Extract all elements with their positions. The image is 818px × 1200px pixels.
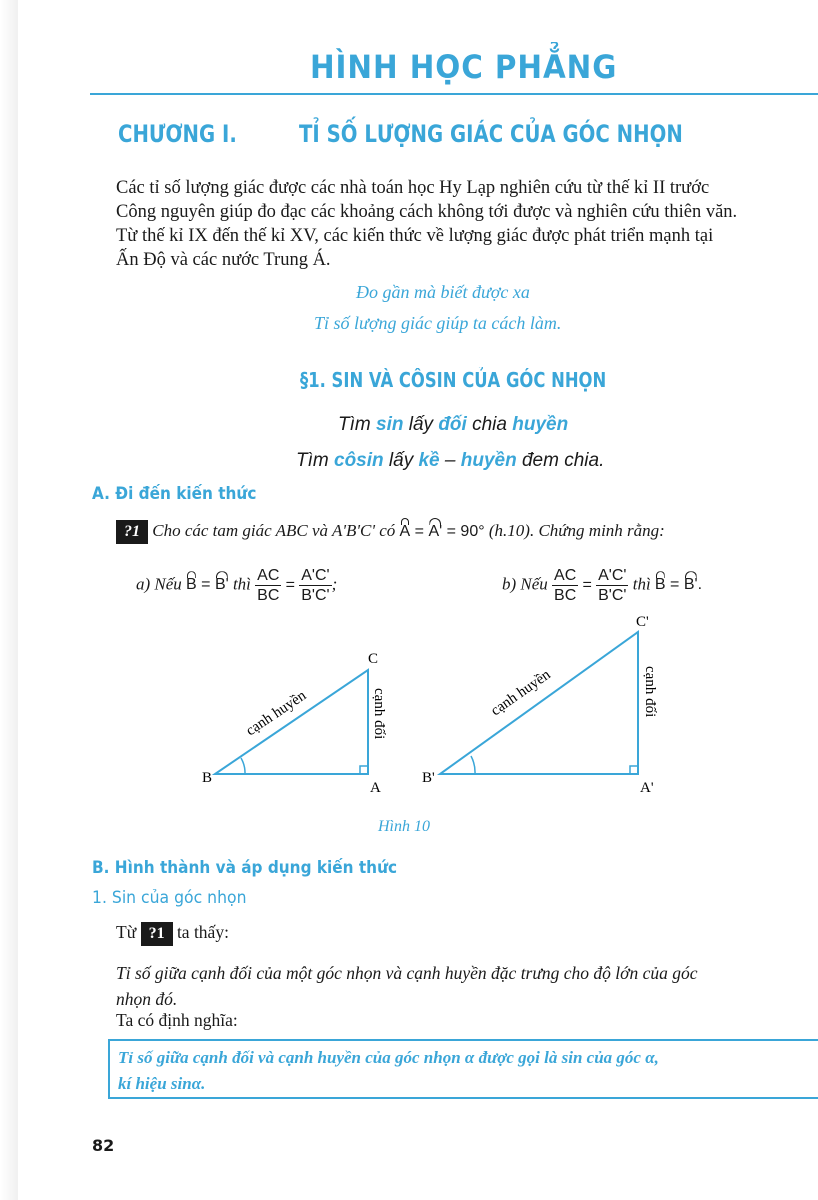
verse-line-2: Tỉ số lượng giác giúp ta cách làm. bbox=[314, 313, 562, 333]
part-a-label: a) Nếu bbox=[136, 574, 182, 594]
part-title-rule bbox=[90, 93, 818, 95]
page-number: 82 bbox=[92, 1136, 115, 1155]
hypotenuse-label: cạnh huyền bbox=[243, 687, 310, 740]
part-b-conclusion: B = B'. bbox=[654, 576, 703, 594]
mnemonic-keyword: kề bbox=[418, 450, 440, 471]
hypotenuse-label: cạnh huyền bbox=[488, 666, 554, 720]
chapter-title: TỈ SỐ LƯỢNG GIÁC CỦA GÓC NHỌN bbox=[299, 120, 683, 148]
fraction-ac-bc bbox=[255, 566, 281, 605]
triangle-a1b1c1 bbox=[422, 614, 658, 796]
definition-text bbox=[118, 1045, 659, 1097]
then-word: thì bbox=[632, 574, 651, 594]
from-text: Từ bbox=[116, 922, 137, 942]
question-text: Cho các tam giác ABC và A'B'C' có bbox=[152, 521, 400, 540]
page-edge-shadow bbox=[0, 0, 18, 1200]
vertex-b-prime: B' bbox=[422, 770, 435, 786]
frac-den: BC bbox=[257, 587, 280, 604]
mnemonic-text: lấy bbox=[383, 450, 419, 471]
subsection-a-heading: A. Đi đến kiến thức bbox=[92, 484, 257, 504]
observation-paragraph bbox=[116, 960, 818, 1012]
mnemonic-text: đem chia. bbox=[516, 450, 605, 471]
fraction-ac-bc bbox=[552, 566, 578, 605]
frac-den: BC bbox=[554, 587, 577, 604]
frac-num: A'C' bbox=[598, 567, 627, 584]
subsubsection-1-heading: 1. Sin của góc nhọn bbox=[92, 888, 247, 908]
from-text-tail: ta thấy: bbox=[176, 922, 229, 942]
definition-line: Tỉ số giữa cạnh đối và cạnh huyền của góc nhọn α được gọi là sin của góc α, bbox=[118, 1048, 659, 1067]
mnemonic-text: – bbox=[439, 450, 461, 471]
verse-line-1: Đo gần mà biết được xa bbox=[356, 282, 530, 302]
mnemonic-keyword: sin bbox=[376, 414, 404, 435]
vertex-a-prime: A' bbox=[640, 780, 654, 796]
mnemonic-keyword: huyền bbox=[512, 414, 569, 435]
angle-value: = 90° bbox=[442, 523, 485, 540]
frac-den: B'C' bbox=[598, 587, 627, 604]
mnemonic-keyword: huyền bbox=[460, 450, 517, 471]
frac-den: B'C' bbox=[301, 587, 330, 604]
definition-intro: Ta có định nghĩa: bbox=[116, 1010, 238, 1030]
right-angle-mark bbox=[360, 766, 368, 774]
figure-caption: Hình 10 bbox=[378, 818, 430, 835]
question-part-b: b) Nếu $\frac{AC}{BC}$ = $\frac{A'C'}{B'C'}$ thì B = B'. bbox=[502, 567, 703, 604]
figure-10-triangles bbox=[190, 610, 670, 810]
mnemonic-sin bbox=[338, 414, 568, 436]
question-1 bbox=[116, 520, 665, 544]
triangle-abc bbox=[202, 651, 387, 796]
angle-b-prime: B' bbox=[214, 576, 229, 594]
question-badge: ?1 bbox=[116, 520, 148, 544]
vertex-a: A bbox=[370, 780, 381, 796]
opposite-side-label: cạnh đối bbox=[642, 666, 658, 718]
intro-line: Các tỉ số lượng giác được các nhà toán học Hy Lạp nghiên cứu từ thế kỉ II trước bbox=[116, 178, 710, 198]
chapter-label: CHƯƠNG I. bbox=[118, 120, 237, 148]
semicolon: ; bbox=[331, 574, 338, 594]
intro-paragraph bbox=[116, 176, 818, 272]
angle-b1-arc bbox=[471, 756, 475, 774]
observation-line: nhọn đó. bbox=[116, 989, 178, 1009]
vertex-c-prime: C' bbox=[636, 614, 649, 630]
mnemonic-keyword: đối bbox=[438, 414, 467, 435]
then-word: thì bbox=[232, 574, 251, 594]
part-title: HÌNH HỌC PHẲNG bbox=[310, 48, 618, 86]
triangle-abc-shape bbox=[215, 670, 368, 774]
angle-b: B bbox=[654, 576, 666, 594]
mnemonic-text: lấy bbox=[403, 414, 439, 435]
mnemonic-text: Tìm bbox=[296, 450, 334, 471]
fraction-a1c1-b1c1 bbox=[299, 566, 331, 605]
intro-line: Ấn Độ và các nước Trung Á. bbox=[116, 250, 331, 270]
mnemonic-keyword: côsin bbox=[334, 450, 384, 471]
opposite-side-label: cạnh đối bbox=[371, 688, 387, 740]
intro-line: Công nguyên giúp đo đạc các khoảng cách không tới được và nghiên cứu thiên văn. bbox=[116, 202, 738, 222]
intro-line: Từ thế kỉ IX đến thế kỉ XV, các kiến thức về lượng giác được phát triển mạnh tại bbox=[116, 226, 714, 246]
question-text-tail: (h.10). Chứng minh rằng: bbox=[484, 521, 665, 540]
observation-line: Tỉ số giữa cạnh đối của một góc nhọn và cạnh huyền đặc trưng cho độ lớn của góc bbox=[116, 963, 698, 983]
question-part-a: a) Nếu B = B' thì $\frac{AC}{BC}$ = $\frac{A'C'}{B'C'}$ ; bbox=[136, 567, 338, 604]
angle-b-arc bbox=[241, 758, 245, 774]
triangle-a1b1c1-shape bbox=[440, 632, 638, 774]
frac-num: A'C' bbox=[301, 567, 330, 584]
part-b-label: b) Nếu bbox=[502, 574, 548, 594]
frac-num: AC bbox=[554, 567, 577, 584]
mnemonic-text: Tìm bbox=[338, 414, 376, 435]
question-badge: ?1 bbox=[141, 922, 173, 946]
part-a-condition: B = B' bbox=[186, 576, 229, 594]
angle-b-prime: B' bbox=[683, 576, 698, 594]
from-question-line bbox=[116, 922, 229, 946]
angle-a: A bbox=[399, 523, 411, 540]
angle-equation: A = A' = 90° bbox=[399, 523, 485, 540]
mnemonic-text: chia bbox=[466, 414, 513, 435]
section-title: §1. SIN VÀ CÔSIN CỦA GÓC NHỌN bbox=[300, 368, 607, 392]
frac-num: AC bbox=[257, 567, 280, 584]
period: . bbox=[697, 576, 703, 594]
mnemonic-cosin bbox=[296, 450, 604, 472]
fraction-a1c1-b1c1 bbox=[596, 566, 628, 605]
right-angle-mark bbox=[630, 766, 638, 774]
subsection-b-heading: B. Hình thành và áp dụng kiến thức bbox=[92, 858, 398, 878]
definition-line: kí hiệu sinα. bbox=[118, 1074, 206, 1093]
angle-a-prime: A' bbox=[428, 523, 443, 540]
vertex-c: C bbox=[368, 651, 379, 667]
angle-b: B bbox=[186, 576, 197, 594]
vertex-b: B bbox=[202, 770, 213, 786]
